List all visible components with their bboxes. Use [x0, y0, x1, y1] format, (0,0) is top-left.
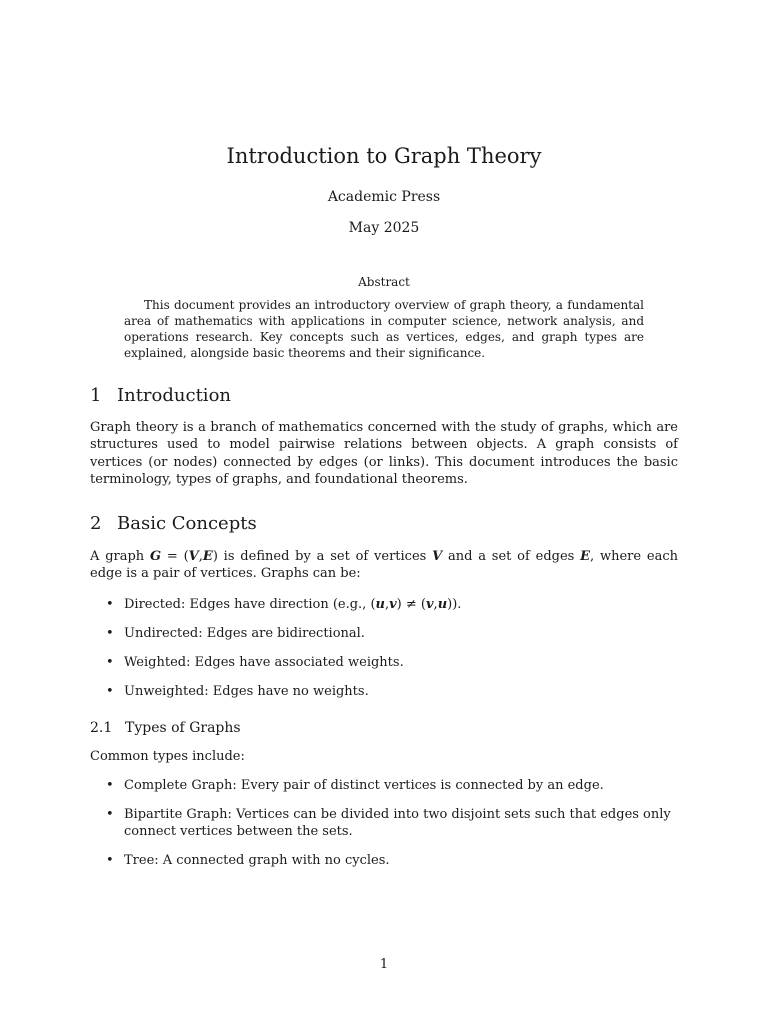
list-item: • Unweighted: Edges have no weights. — [106, 684, 369, 699]
bullet-icon: • — [106, 853, 114, 868]
subsection-number: 2.1 — [90, 720, 113, 736]
section-title: Basic Concepts — [117, 513, 257, 534]
bullet-icon: • — [106, 684, 114, 699]
subsection-intro: Common types include: — [90, 749, 245, 764]
bullet-icon: • — [106, 807, 114, 822]
section-2-heading — [90, 512, 257, 536]
bullet-icon: • — [106, 778, 114, 793]
section-1-paragraph: Graph theory is a branch of mathematics concerned with the study of graphs, which are structures used to model pairwise relations between objects. A graph consists of vertices (or nodes) connected by edges (or links). This document introduces the basic terminology, types of graphs, and foundational theorems. — [90, 420, 678, 487]
section-title: Introduction — [117, 385, 231, 406]
section-number: 1 — [90, 385, 102, 406]
list-item: • Tree: A connected graph with no cycles. — [106, 853, 390, 868]
abstract-heading: Abstract — [358, 275, 410, 289]
page-number: 1 — [379, 957, 389, 972]
subsection-title: Types of Graphs — [125, 720, 241, 736]
author: Academic Press — [327, 189, 441, 205]
section-2-paragraph: A graph G = (V,E) is defined by a set of vertices V and a set of edges E, where each edge is a pair of vertices. Graphs can be: — [90, 549, 678, 582]
list-item: • Undirected: Edges are bidirectional. — [106, 626, 365, 641]
section-1-heading — [90, 384, 231, 408]
list-item: • Complete Graph: Every pair of distinct vertices is connected by an edge. — [106, 778, 604, 793]
list-item: • Bipartite Graph: Vertices can be divided into two disjoint sets such that edges only connect vertices between the sets. — [106, 807, 671, 840]
date: May 2025 — [348, 220, 420, 236]
section-number: 2 — [90, 513, 102, 534]
bullet-icon: • — [106, 597, 114, 612]
list-item: • Weighted: Edges have associated weights. — [106, 655, 404, 670]
list-item: • Directed: Edges have direction (e.g., (u,v) ≠ (v,u)). — [106, 597, 462, 612]
subsection-2-1-heading — [90, 718, 241, 738]
bullet-icon: • — [106, 626, 114, 641]
bullet-icon: • — [106, 655, 114, 670]
paper-title: Introduction to Graph Theory — [226, 144, 542, 168]
abstract-text: This document provides an introductory overview of graph theory, a fundamental area of mathematics with applications in computer science, network analysis, and operations research. Key concepts such as vertices, edges, and graph types are explained, alongside basic theorems and their significance. — [124, 298, 644, 360]
